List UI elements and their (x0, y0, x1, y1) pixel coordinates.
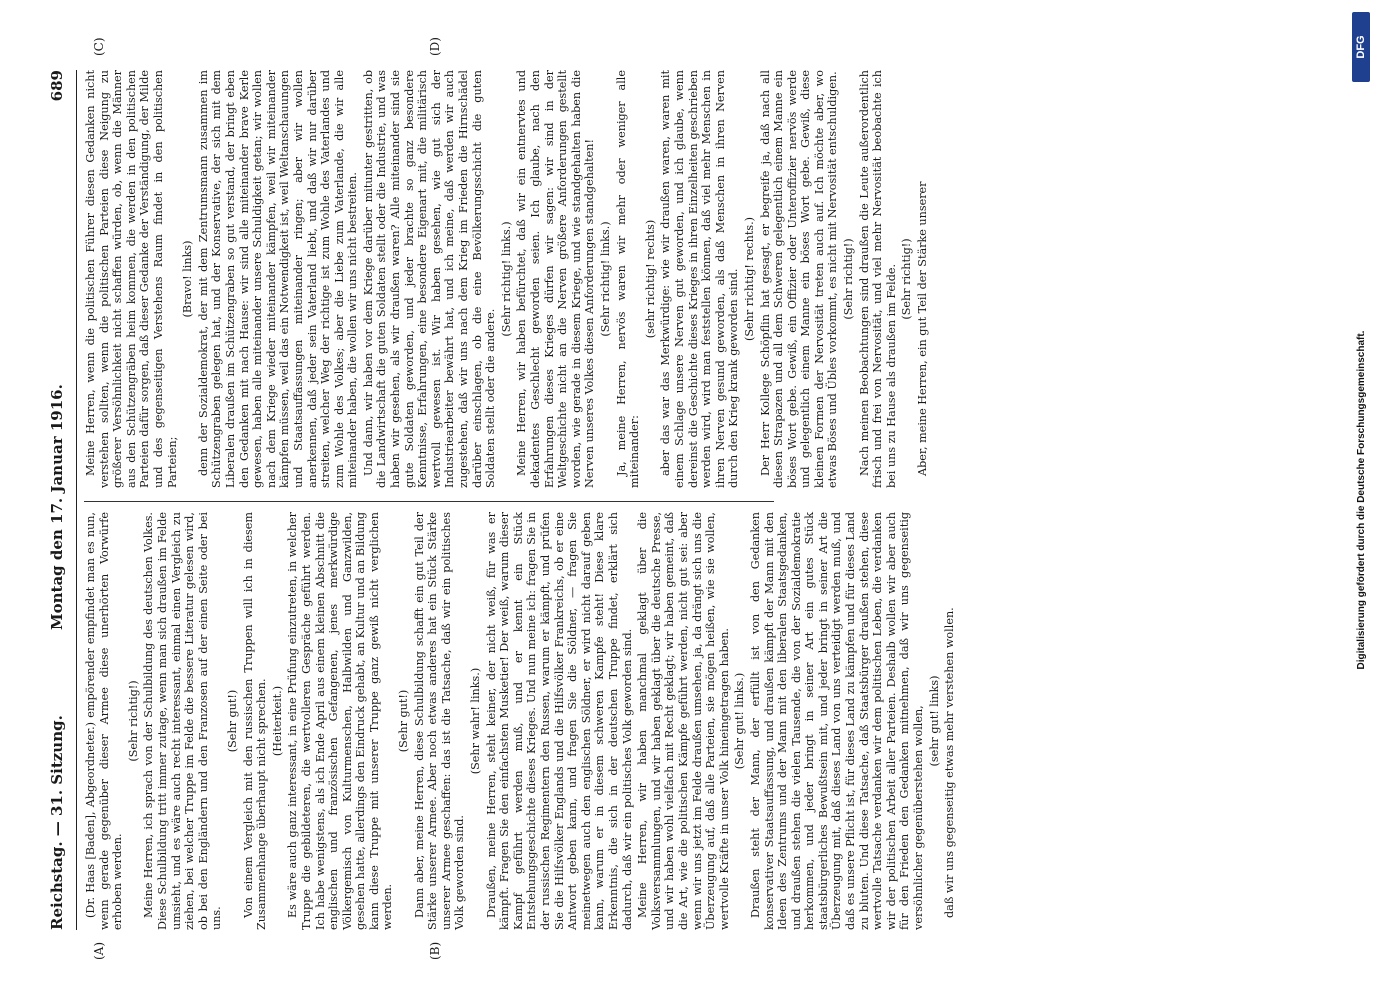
paragraph: (Bravo! links) (181, 240, 195, 318)
paragraph: Meine Herren, wir haben manchmal geklagt über die Volksversammlungen, und wir haben geklagt über die deutsche Presse, und wir haben wohl vielfach mit Recht geklagt; wir haben gemeint, daß die Art, wie die politischen Kämpfe geführt werden, nicht gut sei: aber wenn wir uns jetzt im Felde draußen umsehen, ja, da drängt sich uns die Überzeugung auf, daß alle Parteien, sie mögen heißen, wie sie wollen, wertvolle Kräfte in unser Volk hineingetragen haben. (636, 512, 731, 930)
paragraph: (Sehr gut! links.) (733, 672, 747, 770)
paragraph: Dann aber, meine Herren, diese Schulbildung schafft ein gut Teil der Stärke unserer Armee. Aber noch etwas anderes hat ein Stück Stärke unserer Armee geschaffen: das ist die Tatsache, daß wir ein politisches Volk geworden sind. (412, 512, 467, 930)
margin-marker-a: (A) (92, 941, 106, 960)
left-text-column (84, 512, 957, 930)
paragraph: (Sehr richtig! rechts.) (742, 216, 756, 342)
right-text-column (84, 70, 930, 488)
paragraph: (Sehr gut!) (397, 689, 411, 753)
dfg-logo: DFG (1352, 12, 1370, 82)
paragraph: Nach meinen Beobachtungen sind draußen die Leute außerordentlich frisch und frei von Nervosität, und viel mehr Nervosität beobachte ich bei uns zu Hause als draußen im Felde. (857, 70, 898, 488)
session-title: Reichstag. — 31. Sitzung. (48, 715, 66, 930)
paragraph: denn der Sozialdemokrat, der mit dem Zentrumsmann zusammen im Schützengraben gelegen hat, und der Konservative, der sich mit dem Liberalen draußen im Schützengraben so gut verstand, der bringt eben den Gedanken mit nach Hause: wir sind alle miteinander brave Kerle gewesen, haben alle miteinander unsere Schuldigkeit getan; wir wollen nach dem Kriege wieder miteinander kämpfen, weil wir miteinander kämpfen müssen, weil das ein Notwendigkeit ist, weil Weltanschauungen und Staatsauffassungen miteinander ringen; aber wir wollen anerkennen, daß jeder sein Vaterland liebt, und daß wir nur darüber streiten, welcher Weg der richtige ist zum Wohle des Vaterlandes und zum Wohle des Volkes; aber die Liebe zum Vaterlande, die wir alle miteinander haben, die wollen wir uns nicht bestreiten. (196, 70, 360, 488)
session-date: Montag den 17. Januar 1916. (48, 384, 66, 630)
paragraph: (Sehr richtig!) (126, 680, 140, 762)
paragraph: Ja, meine Herren, nervös waren wir mehr oder weniger alle miteinander: (614, 70, 642, 488)
digitization-credit: Digitalisierung gefördert durch die Deutsche Forschungsgemeinschaft. (1356, 330, 1367, 670)
paragraph: (Dr. Haas [Baden], Abgeordneter.) empörender empfindet man es nun, wenn gerade gegenüber dieser Armee diese unerhörten Vorwürfe erhoben werden. (84, 512, 125, 930)
paragraph: (Sehr richtig! links.) (598, 221, 612, 337)
paragraph: (sehr gut! links) (927, 675, 941, 767)
margin-marker-c: (C) (92, 37, 106, 56)
paragraph: Draußen, meine Herren, steht keiner, der nicht weiß, für was er kämpft. Fragen Sie den einfachsten Musketier! Der weiß, warum dieser Kampf geführt werden muß, und er kennt ein Stück Entstehungsgeschichte dieses Krieges. Und nun meine ich: fragen Sie in der russischen Regimentern den Russen, warum er kämpft, und prüfen Sie die Hilfsvölker Englands und die Hilfsvölker Frankreichs, ob er eine Antwort geben kann, und fragen Sie die Söldner, — fragen Sie meinetwegen auch den englischen Söldner, er wird nicht darauf geben kann, warum er in diesem schweren Kampfe steht! Diese klare Erkenntnis, die sich in der deutschen Truppe findet, erklärt sich dadurch, daß wir ein politisches Volk geworden sind. (484, 512, 634, 930)
page-number: 689 (48, 70, 66, 102)
paragraph: Es wäre auch ganz interessant, in eine Prüfung einzutreten, in welcher Truppe die gebildeteren, die wertvolleren Gespräche geführt werden. Ich habe wenigstens, als ich Ende April aus einem kleinen Abschnitt die englischen und französischen Gefangenen, jenes merkwürdige Völkergemisch von Kulturmenschen, Halbwilden und Ganzwilden, gesehen hatte, allerdings den Eindruck gehabt, an Kultur und an Bildung kann diese Truppe mit unserer Truppe ganz gewiß nicht verglichen werden. (286, 512, 395, 930)
paragraph: Aber, meine Herren, ein gut Teil der Stärke unserer (916, 181, 930, 476)
header-rule (76, 70, 77, 930)
paragraph: Von einem Vergleich mit den russischen Truppen will ich in diesem Zusammenhange überhaupt nicht sprechen. (241, 512, 269, 930)
paragraph: (Sehr wahr! links.) (469, 667, 483, 775)
paragraph: Meine Herren, ich sprach von der Schulbildung des deutschen Volkes. Diese Schulbildung tritt immer zutage, wenn man sich draußen im Felde umsieht, und es wäre auch recht interessant, einmal einen Vergleich zu ziehen, bei welcher Truppe im Felde die bessere Literatur gelesen wird, ob bei den Engländern und den Franzosen auf der einen Seite oder bei uns. (142, 512, 224, 930)
paragraph: Meine Herren, wir haben befürchtet, daß wir ein entnervtes und dekadentes Geschlecht geworden seien. Ich glaube, nach den Erfahrungen dieses Krieges dürfen wir sagen: wir sind in der Weltgeschichte nicht an die Nerven größere Anforderungen gestellt worden, wie gerade in diesem Kriege, und wie standgehalten haben die Nerven unseres Volkes diesen Anforderungen standgehalten! (515, 70, 597, 488)
paragraph: (Sehr richtig! links.) (499, 221, 513, 337)
paragraph: (sehr richtig! rechts) (643, 219, 657, 339)
paragraph: Meine Herren, wenn die politischen Führer diesen Gedanken nicht verstehen sollten, wenn die politischen Parteien diese Neigung zu größerer Versöhnlichkeit nicht schaffen würden, ob, wenn die Männer aus den Schützengräben heim kommen, die werden in den politischen Parteien dafür sorgen, daß dieser Gedanke der Verständigung, der Milde und des gegenseitigen Verstehens Raum findet in den politischen Parteien; (84, 70, 179, 488)
paragraph: Und dann, wir haben vor dem Kriege darüber mitunter gestritten, ob die Landwirtschaft die guten Soldaten stellt oder die Industrie, und was haben wir gesehen, als wir draußen waren? Alle miteinander sind sie gute Soldaten geworden, und jeder brachte so ganz besondere Kenntnisse, Erfahrungen, eine besondere Eigenart mit, die militärisch wertvoll gewesen ist. Wir haben gesehen, wie gut sich der Industriearbeiter bewährt hat, und ich meine, daß werden wir auch zugestehen, daß wir uns nach dem Krieg im Frieden die Hirnschädel darüber einschlagen, ob die eine Bevölkerungsschicht die guten Soldaten stellt oder die andere. (361, 70, 498, 488)
running-head (48, 70, 72, 930)
paragraph: (Sehr richtig!) (900, 238, 914, 320)
paragraph: (Heiterkeit.) (270, 685, 284, 757)
margin-marker-d: (D) (428, 37, 442, 56)
paragraph: Draußen steht der Mann, der erfüllt ist von den Gedanken konservativer Staatsauffassung, und draußen kämpft der Mann mit den Ideen des Zentrums und der Mann mit den liberalen Staatsgedanken, und draußen stehen die vielen Tausende, die von der Sozialdemokratie herkommen, und jeder bringt in seiner Art ein gutes Stück staatsbürgerliches Bewußtsein mit, und jeder bringt in seiner Art die Überzeugung mit, daß dieses Land von uns verteidigt werden muß, und daß es unsere Pflicht ist, für dieses Land zu kämpfen und für dieses Land zu bluten. Und diese Tatsache, daß Staatsbürger draußen stehen, diese wertvolle Tatsache verdanken wir dem politischen Leben, die verdanken wir der politischen Arbeit aller Parteien. Deshalb wollen wir aber auch für den Frieden den Gedanken mitnehmen, daß wir uns gegenseitig versöhnlicher gegenüberstehen wollen, (748, 512, 926, 930)
column-separator (84, 501, 774, 502)
paragraph: (Sehr gut!) (225, 689, 239, 753)
paragraph: (Sehr richtig!) (842, 238, 856, 320)
paragraph: daß wir uns gegenseitig etwas mehr verstehen wollen. (943, 607, 957, 918)
margin-marker-b: (B) (428, 941, 442, 960)
paragraph: aber das war das Merkwürdige: wie wir draußen waren, waren mit einem Schlage unsere Nerven gut geworden, und ich glaube, wenn dereinst die Geschichte dieses Krieges in ihren Einzelheiten geschrieben werden wird, wird man feststellen können, daß viel mehr Menschen in ihren Nerven gesund geworden, als daß Menschen in ihren Nerven durch den Krieg krank geworden sind. (659, 70, 741, 488)
paragraph: Der Herr Kollege Schöpflin hat gesagt, er begreife ja, daß nach all diesen Strapazen und all dem Schweren gelegentlich einem Manne ein böses Wort gebe. Gewiß, ein Offizier oder Unteroffizier nervös werde und gelegentlich einem Manne ein böses Wort gebe. Gewiß, diese kleinen Formen der Nervosität treten auch auf. Ich möchte aber, wo etwas Böses und Übles vorkommt, es nicht mit Nervosität entschuldigen. (758, 70, 840, 488)
